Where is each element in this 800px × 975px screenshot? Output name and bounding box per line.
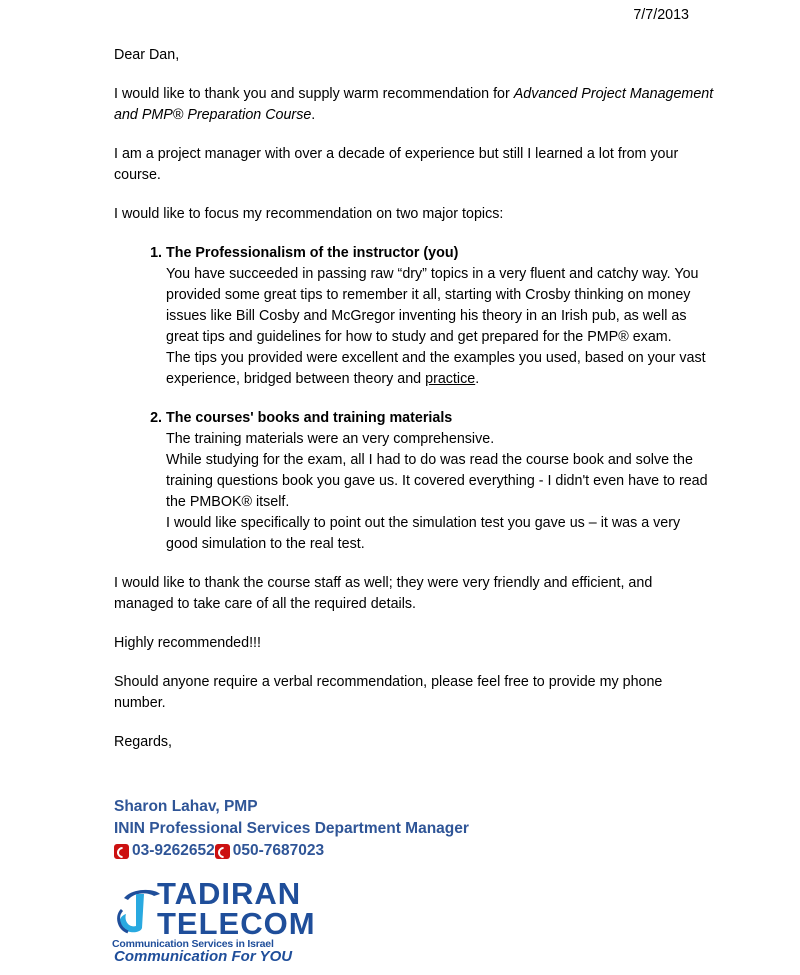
logo-text-telecom: TELECOM	[157, 906, 316, 941]
course-name: Advanced Project Management and PMP® Preparation Course	[114, 86, 714, 123]
company-logo	[112, 876, 316, 950]
phone-number: 03-9262652	[132, 842, 215, 859]
signature-role: ININ Professional Services Department Manager	[114, 820, 469, 837]
topic-item	[166, 243, 714, 390]
topic-text: You have succeeded in passing raw “dry” topics in a very fluent and catchy way. You provided some great tips to remember it all, starting with Crosby thinking on money issues like Bill Cosby and McGregor inventing his theory in an Irish pub, as well as great tips and guidelines for how to study and get prepared for the PMP® exam.	[166, 266, 699, 345]
paragraph-thanks-end: .	[311, 107, 316, 123]
logo-subtitle: Communication Services in Israel	[112, 938, 274, 950]
mobile-number: 050-7687023	[232, 842, 325, 859]
paragraph-verbal: Should anyone require a verbal recommendation, please feel free to provide my phone number.	[114, 674, 663, 711]
underlined-word: practice	[425, 371, 476, 387]
topic-text	[166, 348, 714, 390]
topic-text: While studying for the exam, all I had to do was read the course book and solve the training questions book you gave us. It covered everything - I didn't even have to read the PMBOK® itself.	[166, 452, 708, 510]
paragraph-recommended: Highly recommended!!!	[114, 635, 262, 651]
phone-icon	[114, 844, 129, 859]
topic-title: 2. The courses' books and training materials	[166, 410, 453, 426]
signature-name: Sharon Lahav, PMP	[114, 798, 258, 815]
phone-icon	[215, 844, 230, 859]
paragraph-thanks	[114, 84, 714, 126]
paragraph-focus: I would like to focus my recommendation on two major topics:	[114, 206, 504, 222]
topics-list	[114, 243, 714, 555]
topic-text-part: The tips you provided were excellent and the examples you used, based on your vast experience, bridged between theory and	[166, 350, 706, 387]
paragraph-thanks-text: I would like to thank you and supply warm recommendation for	[114, 86, 514, 102]
phone-numbers	[114, 840, 469, 862]
logo-text-tadiran: TADIRAN	[157, 876, 302, 911]
letter-body	[114, 45, 714, 771]
topic-text: I would like specifically to point out the simulation test you gave us – it was a very good simulation to the real test.	[166, 515, 681, 552]
paragraph-experience: I am a project manager with over a decade of experience but still I learned a lot from your course.	[114, 146, 679, 183]
topic-text-end: .	[475, 371, 480, 387]
topic-item	[166, 408, 714, 555]
logo-swirl-icon	[114, 884, 162, 936]
greeting: Dear Dan,	[114, 47, 180, 63]
topic-title: 1. The Professionalism of the instructor (you)	[166, 245, 459, 261]
topic-text: The training materials were an very comprehensive.	[166, 431, 495, 447]
closing: Regards,	[114, 734, 173, 750]
logo-tagline: Communication For YOU	[114, 948, 293, 965]
signature-block	[114, 796, 469, 862]
letter-date: 7/7/2013	[633, 7, 689, 23]
paragraph-staff: I would like to thank the course staff as well; they were very friendly and efficient, and managed to take care of all the required details.	[114, 575, 653, 612]
